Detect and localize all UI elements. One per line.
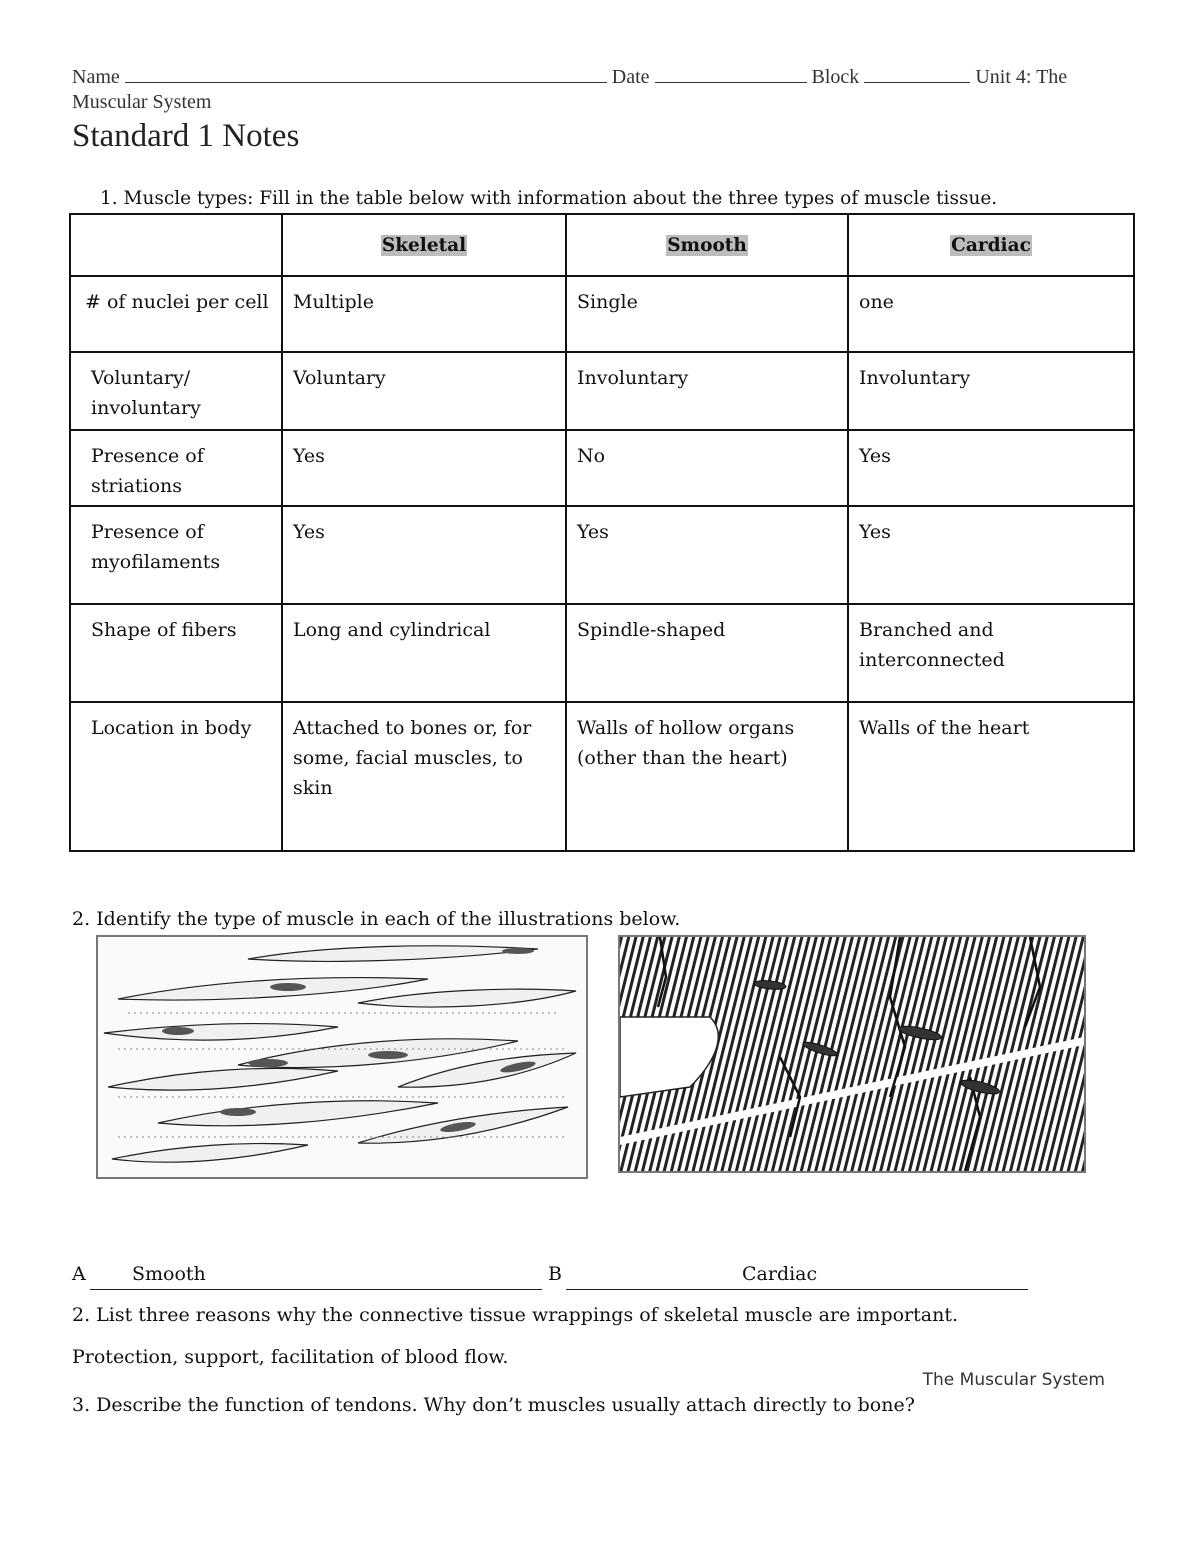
table-cell[interactable]: Spindle-shaped — [566, 604, 848, 702]
question-3-answer[interactable]: Protection, support, facilitation of blood flow. — [72, 1346, 509, 1368]
table-cell[interactable]: Yes — [282, 430, 566, 506]
row-label: Presence of striations — [70, 430, 282, 506]
cardiac-muscle-illustration — [618, 935, 1086, 1173]
answer-b-field[interactable] — [566, 1263, 1028, 1290]
table-cell[interactable]: Involuntary — [566, 352, 848, 430]
table-cell[interactable]: Walls of the heart — [848, 702, 1134, 851]
table-cell[interactable]: No — [566, 430, 848, 506]
table-cell[interactable]: Yes — [566, 506, 848, 604]
answer-a-value: Smooth — [132, 1263, 206, 1285]
table-cell[interactable]: one — [848, 276, 1134, 352]
date-label: Date — [611, 66, 650, 88]
answer-a-label: A — [72, 1263, 86, 1285]
table-row — [70, 506, 1134, 604]
block-label: Block — [811, 66, 860, 88]
table-cell[interactable]: Walls of hollow organs (other than the heart) — [566, 702, 848, 851]
row-label: Voluntary/ involuntary — [70, 352, 282, 430]
header-cell-skeletal: Skeletal — [282, 214, 566, 276]
table-row — [70, 604, 1134, 702]
question-1-prompt: 1. Muscle types: Fill in the table below with information about the three types of muscle tissue. — [100, 188, 998, 209]
row-label: Presence of myofilaments — [70, 506, 282, 604]
answer-b-value: Cardiac — [742, 1263, 818, 1285]
question-3-prompt: 2. List three reasons why the connective tissue wrappings of skeletal muscle are important. — [72, 1304, 959, 1326]
page-footer: The Muscular System — [922, 1370, 1105, 1390]
row-label: # of nuclei per cell — [70, 276, 282, 352]
page-title: Standard 1 Notes — [72, 118, 300, 154]
unit-label: Unit 4: The — [975, 66, 1068, 88]
header-cell-empty — [70, 214, 282, 276]
table-cell[interactable]: Yes — [848, 506, 1134, 604]
header-cell-cardiac: Cardiac — [848, 214, 1134, 276]
answer-a-field[interactable] — [90, 1263, 542, 1290]
table-cell[interactable]: Multiple — [282, 276, 566, 352]
table-cell[interactable]: Yes — [282, 506, 566, 604]
table-cell[interactable]: Single — [566, 276, 848, 352]
table-cell[interactable]: Voluntary — [282, 352, 566, 430]
smooth-muscle-illustration — [96, 935, 588, 1179]
table-header-row — [70, 214, 1134, 276]
date-field[interactable] — [655, 64, 807, 83]
table-row — [70, 352, 1134, 430]
row-label: Shape of fibers — [70, 604, 282, 702]
unit-label-cont: Muscular System — [72, 91, 212, 113]
header-cell-smooth: Smooth — [566, 214, 848, 276]
header-line — [72, 64, 1132, 115]
question-2-prompt: 2. Identify the type of muscle in each of the illustrations below. — [72, 908, 681, 930]
row-label: Location in body — [70, 702, 282, 851]
table-cell[interactable]: Branched and interconnected — [848, 604, 1134, 702]
answer-b-label: B — [548, 1263, 562, 1285]
muscle-types-table — [69, 213, 1135, 852]
table-row — [70, 430, 1134, 506]
table-cell[interactable]: Yes — [848, 430, 1134, 506]
name-label: Name — [72, 66, 120, 88]
table-cell[interactable]: Long and cylindrical — [282, 604, 566, 702]
name-field[interactable] — [125, 64, 607, 83]
table-cell[interactable]: Involuntary — [848, 352, 1134, 430]
table-row — [70, 276, 1134, 352]
question-4-prompt: 3. Describe the function of tendons. Why don’t muscles usually attach directly to bone? — [72, 1394, 915, 1416]
table-cell[interactable]: Attached to bones or, for some, facial muscles, to skin — [282, 702, 566, 851]
table-row — [70, 702, 1134, 851]
block-field[interactable] — [864, 64, 970, 83]
